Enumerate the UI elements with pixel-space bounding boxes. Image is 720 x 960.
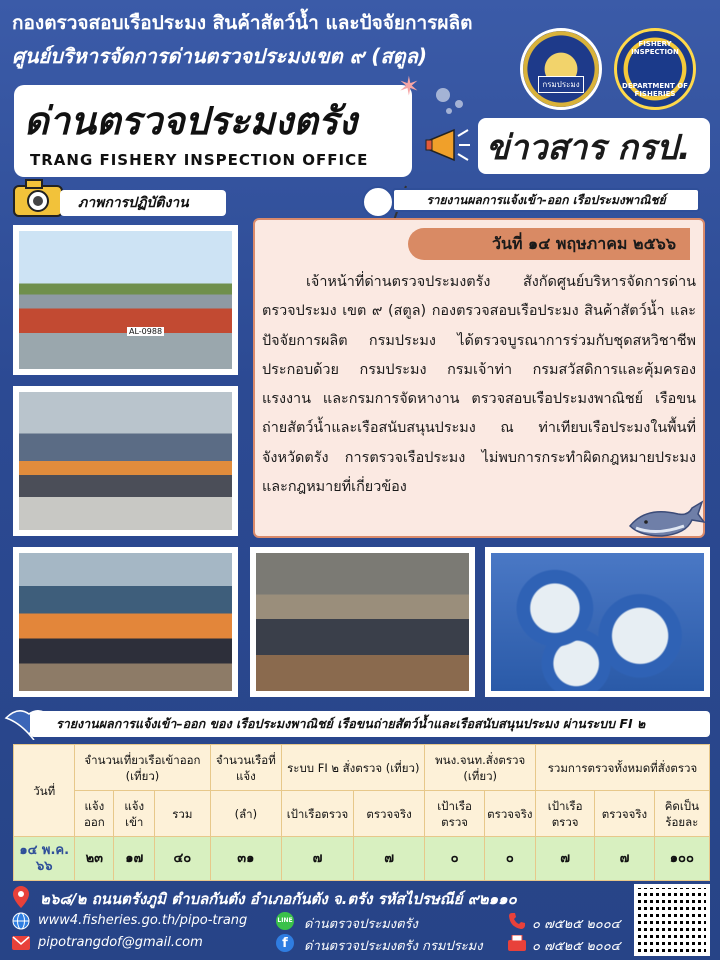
email-link[interactable]: pipotrangdof@gmail.com	[38, 935, 203, 950]
bubble-decoration	[436, 88, 450, 102]
cell-out: ๒๓	[75, 837, 114, 881]
qr-code[interactable]	[634, 884, 710, 956]
col-boats-header: จำนวนเรือที่แจ้ง	[210, 745, 282, 791]
fax-number: ๐ ๗๕๒๕ ๒๐๐๔	[532, 939, 621, 954]
globe-icon	[12, 912, 30, 930]
photo-inspection-team	[13, 386, 238, 536]
boat-code: AL-0988	[129, 327, 163, 336]
sub-sum: รวม	[155, 791, 210, 837]
cell-boats: ๓๑	[210, 837, 282, 881]
cell-sum: ๔๐	[155, 837, 210, 881]
table-row	[14, 837, 710, 881]
report-body: เจ้าหน้าที่ด่านตรวจประมงตรัง สังกัดศูนย์บริหารจัดการด่านตรวจประมง เขต ๙ (สตูล) กองตรวจสอบเรือประมง สินค้าสัตว์น้ำ และปัจจัยการผลิต กรมประมง ได้ตรวจบูรณาการร่วมกับชุดสหวิชาชีพ ประกอบด้วย กรมประมง กรมเจ้าท่า กรมสวัสดิการและคุ้มครองแรงงาน และกรมการจัดหางาน ตรวจสอบเรือประมงพาณิชย์ เรือขนถ่ายสัตว์น้ำและเรือสนับสนุนประมง ณ ท่าเทียบเรือประมงในพื้นที่จังหวัดตรัง การตรวจเรือประมง ไม่พบการกระทำผิดกฎหมายประมงและกฎหมายที่เกี่ยวข้อง	[262, 274, 696, 496]
cell-pnong-actual: ๐	[484, 837, 535, 881]
logo-bottom-text: DEPARTMENT OF FISHERIES	[622, 82, 688, 98]
page-subtitle: TRANG FISHERY INSPECTION OFFICE	[30, 151, 369, 169]
report-date: วันที่ ๑๔ พฤษภาคม ๒๕๖๖	[408, 228, 690, 260]
fishery-inspection-logo	[614, 28, 696, 110]
sub-out: แจ้งออก	[75, 791, 114, 837]
col-date-header: วันที่	[14, 745, 75, 837]
megaphone-icon	[424, 126, 472, 166]
fax-icon	[508, 935, 526, 951]
department-line: กองตรวจสอบเรือประมง สินค้าสัตว์น้ำ และปัจจัยการผลิต	[12, 12, 473, 34]
cell-total-actual: ๗	[595, 837, 654, 881]
col-total-header: รวมการตรวจทั้งหมดที่สั่งตรวจ	[535, 745, 709, 791]
sub-fi2-actual: ตรวจจริง	[353, 791, 425, 837]
website-link[interactable]: www4.fisheries.go.th/pipo-trang	[38, 913, 248, 928]
sub-in: แจ้งเข้า	[114, 791, 155, 837]
facebook-icon: f	[276, 934, 294, 952]
center-line: ศูนย์บริหารจัดการด่านตรวจประมงเขต ๙ (สตูล)	[12, 44, 427, 68]
department-seal-logo	[520, 28, 602, 110]
sub-unit: (ลำ)	[210, 791, 282, 837]
camera-icon	[10, 178, 66, 218]
table-title: รายงานผลการแจ้งเข้า–ออก ของ เรือประมงพาณิชย์ เรือขนถ่ายสัตว์น้ำและเรือสนับสนุนประมง ผ่านระบบ FI ๒	[30, 711, 710, 737]
seal-caption: กรมประมง	[538, 76, 583, 93]
cell-percent: ๑๐๐	[654, 837, 709, 881]
line-app-icon: LINE	[276, 912, 294, 930]
cell-fi2-target: ๗	[282, 837, 354, 881]
row-date: ๑๔ พ.ค. ๖๖	[14, 837, 75, 881]
sub-pnong-target: เป้าเรือตรวจ	[425, 791, 484, 837]
starfish-icon: ✶	[398, 72, 420, 102]
photo-fishing-boat	[13, 225, 238, 375]
line-account[interactable]: ด่านตรวจประมงตรัง	[304, 917, 418, 932]
bubble-decoration	[455, 100, 463, 108]
activities-label: ภาพการปฏิบัติงาน	[60, 190, 226, 216]
sub-fi2-target: เป้าเรือตรวจ	[282, 791, 354, 837]
report-table	[13, 744, 710, 881]
address: ๒๖๘/๒ ถนนตรังภูมิ ตำบลกันตัง อำเภอกันตัง จ.ตรัง รหัสไปรษณีย์ ๙๒๑๑๐	[40, 890, 517, 908]
page-title: ด่านตรวจประมงตรัง	[24, 99, 357, 143]
cell-total-target: ๗	[535, 837, 594, 881]
photo-catch-tubs	[485, 547, 710, 697]
phone-number[interactable]: ๐ ๗๕๒๕ ๒๐๐๔	[532, 917, 621, 932]
cell-pnong-target: ๐	[425, 837, 484, 881]
whale-icon	[626, 498, 706, 540]
cell-fi2-actual: ๗	[353, 837, 425, 881]
report-label: รายงานผลการแจ้งเข้า-ออก เรือประมงพาณิชย์	[392, 188, 700, 212]
phone-icon	[508, 912, 526, 930]
facebook-page[interactable]: ด่านตรวจประมงตรัง กรมประมง	[304, 939, 483, 954]
col-trips-header: จำนวนเที่ยวเรือเข้าออก (เที่ยว)	[75, 745, 210, 791]
col-pnong-header: พนง.จนท.สั่งตรวจ (เที่ยว)	[425, 745, 536, 791]
cell-in: ๑๗	[114, 837, 155, 881]
sub-pnong-actual: ตรวจจริง	[484, 791, 535, 837]
logo-top-text: FISHERY INSPECTION	[631, 40, 679, 56]
photo-crew-check	[13, 547, 238, 697]
bubble-decoration	[446, 108, 452, 114]
news-label: ข่าวสาร กรป.	[486, 128, 691, 168]
mail-icon	[12, 936, 30, 950]
sub-total-actual: ตรวจจริง	[595, 791, 654, 837]
photo-officers-pier	[250, 547, 475, 697]
sub-total-target: เป้าเรือตรวจ	[535, 791, 594, 837]
sub-percent: คิดเป็นร้อยละ	[654, 791, 709, 837]
location-pin-icon	[12, 886, 30, 908]
col-fi2-header: ระบบ FI ๒ สั่งตรวจ (เที่ยว)	[282, 745, 425, 791]
